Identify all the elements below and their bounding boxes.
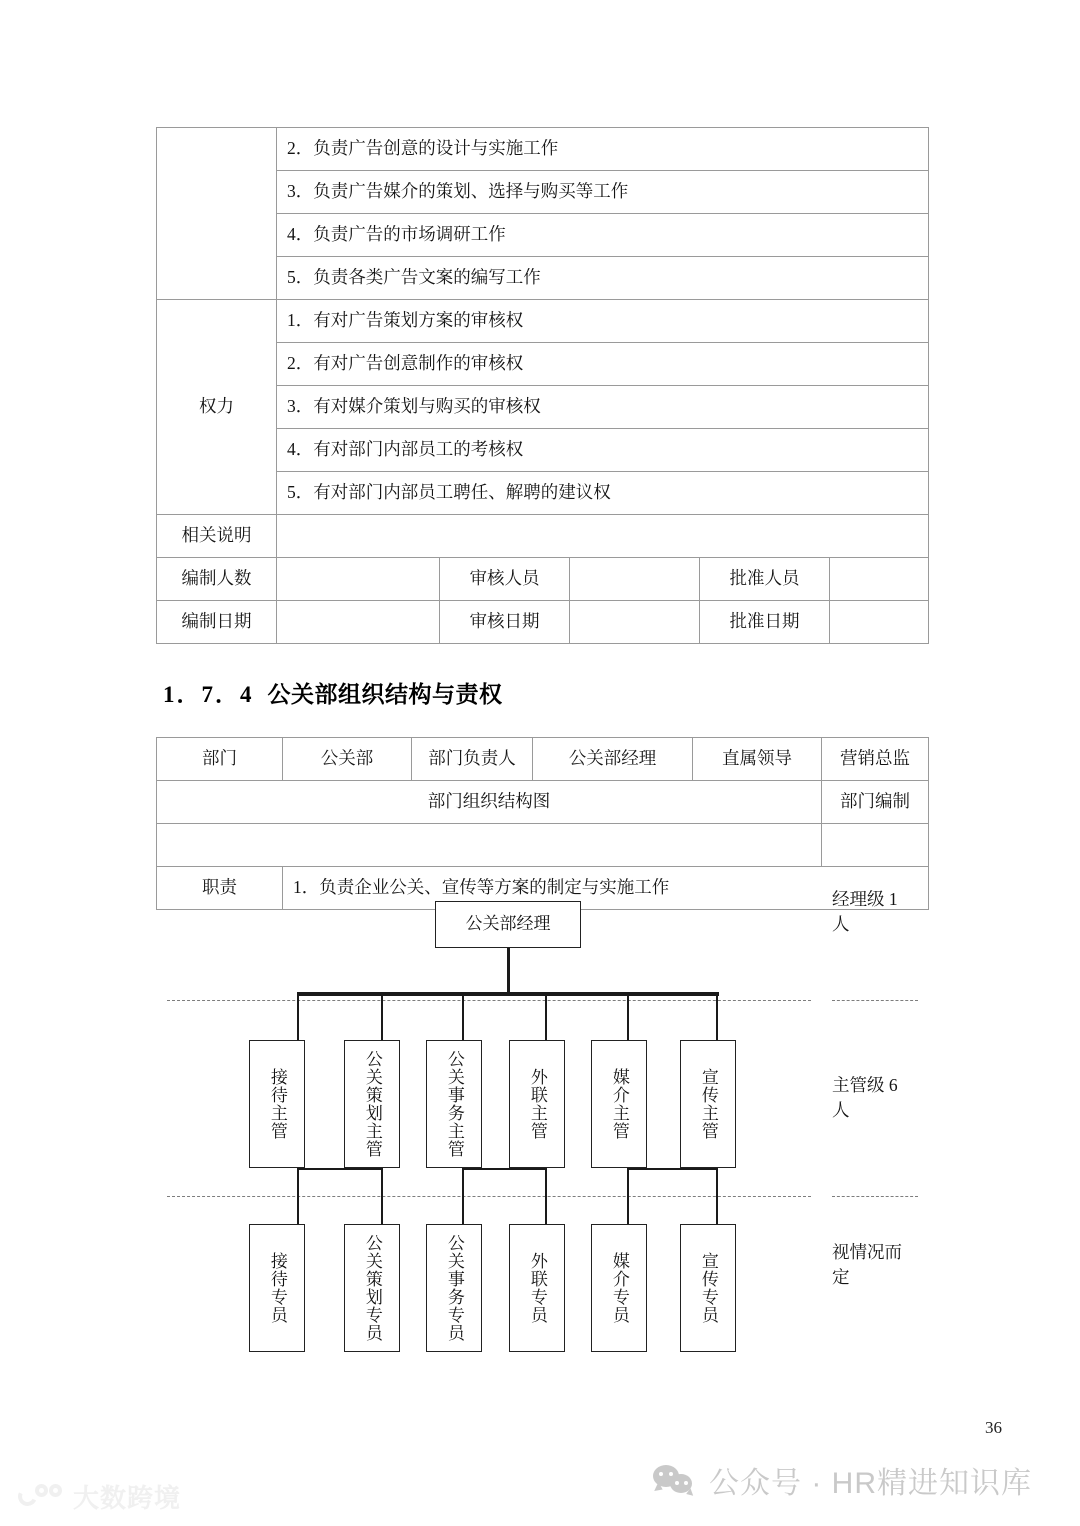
approve-date-label: 批准日期 — [700, 601, 830, 644]
prepared-date-value — [277, 601, 440, 644]
org-node-supervisor-2: 公关策划主管 — [344, 1040, 400, 1168]
wechat-watermark — [653, 1458, 1032, 1502]
headcount-label: 编制人数 — [157, 558, 277, 601]
table-row — [157, 515, 929, 558]
connector-supervisor-bus — [297, 992, 719, 996]
table-row — [157, 601, 929, 644]
connector-drop-sup-4 — [545, 992, 547, 1044]
org-node-specialist-1: 接待专员 — [249, 1224, 305, 1352]
superior-value: 营销总监 — [822, 738, 929, 781]
authority-item: 2．有对广告创意制作的审核权 — [277, 343, 929, 386]
connector-drop-sup-5 — [627, 992, 629, 1044]
authority-item: 5．有对部门内部员工聘任、解聘的建议权 — [277, 472, 929, 515]
connector-drop-sup-6 — [716, 992, 718, 1044]
org-node-supervisor-1: 接待主管 — [249, 1040, 305, 1168]
connector-drop-spec-2 — [381, 1168, 383, 1226]
approver-value — [830, 558, 929, 601]
duty-item: 5．负责各类广告文案的编写工作 — [277, 257, 929, 300]
connector-manager-stem — [507, 948, 510, 994]
table-row — [157, 558, 929, 601]
authority-label-cell: 权力 — [157, 300, 277, 515]
connector-link-5-6 — [627, 1168, 718, 1170]
headcount-value — [277, 558, 440, 601]
connector-drop-sup-3 — [462, 992, 464, 1044]
table-row — [157, 738, 929, 781]
connector-link-1-2 — [297, 1168, 383, 1170]
dept-value: 公关部 — [283, 738, 412, 781]
review-date-label: 审核日期 — [440, 601, 570, 644]
staffing-title: 部门编制 — [822, 781, 929, 824]
table-row — [157, 824, 929, 867]
connector-drop-spec-6 — [716, 1168, 718, 1226]
org-node-specialist-4: 外联专员 — [509, 1224, 565, 1352]
band-separator-manager-supervisor — [167, 1000, 811, 1001]
duties-authority-table — [156, 127, 929, 644]
duties-label-cell — [157, 128, 277, 300]
section-title: 公关部组织结构与责权 — [267, 681, 503, 707]
org-chart-title: 部门组织结构图 — [157, 781, 822, 824]
table-row — [157, 781, 929, 824]
authority-item: 1．有对广告策划方案的审核权 — [277, 300, 929, 343]
section-number: 1．7．4 — [163, 682, 254, 707]
brand-watermark-text: 大数跨境 — [73, 1483, 182, 1513]
authority-item: 3．有对媒介策划与购买的审核权 — [277, 386, 929, 429]
brand-watermark — [18, 1478, 181, 1515]
authority-item: 4．有对部门内部员工的考核权 — [277, 429, 929, 472]
superior-label: 直属领导 — [693, 738, 822, 781]
review-date-value — [570, 601, 700, 644]
prepared-date-label: 编制日期 — [157, 601, 277, 644]
section-heading — [163, 676, 503, 709]
org-node-supervisor-6: 宣传主管 — [680, 1040, 736, 1168]
org-node-specialist-6: 宣传专员 — [680, 1224, 736, 1352]
connector-drop-sup-2 — [381, 992, 383, 1044]
org-structure-table — [156, 737, 929, 1342]
org-node-supervisor-3: 公关事务主管 — [426, 1040, 482, 1168]
org-node-specialist-5: 媒介专员 — [591, 1224, 647, 1352]
org-node-supervisor-5: 媒介主管 — [591, 1040, 647, 1168]
wechat-watermark-text: 公众号 · HR精进知识库 — [709, 1467, 1032, 1500]
table-row — [157, 300, 929, 343]
staffing-band-supervisor: 主管级 6 人 — [832, 1074, 898, 1120]
reviewer-value — [570, 558, 700, 601]
duty-item: 2．负责广告创意的设计与实施工作 — [277, 128, 929, 171]
staffing-bands — [832, 824, 918, 1287]
org-node-specialist-2: 公关策划专员 — [344, 1224, 400, 1352]
connector-drop-sup-1 — [297, 992, 299, 1044]
notes-value-cell — [277, 515, 929, 558]
notes-label-cell: 相关说明 — [157, 515, 277, 558]
org-node-manager: 公关部经理 — [435, 901, 581, 948]
dept-head-label: 部门负责人 — [412, 738, 533, 781]
org-node-specialist-3: 公关事务专员 — [426, 1224, 482, 1352]
org-duty-item: 1．负责企业公关、宣传等方案的制定与实施工作 — [283, 867, 929, 910]
band-separator-supervisor-specialist — [167, 1196, 811, 1197]
org-node-supervisor-4: 外联主管 — [509, 1040, 565, 1168]
staffing-band-manager: 经理级 1 人 — [832, 888, 898, 934]
dept-head-value: 公关部经理 — [533, 738, 693, 781]
wechat-icon — [653, 1463, 695, 1497]
connector-drop-spec-3 — [462, 1168, 464, 1226]
brand-logo-icon — [18, 1484, 64, 1510]
reviewer-label: 审核人员 — [440, 558, 570, 601]
connector-link-3-4 — [462, 1168, 547, 1170]
staffing-bands-cell — [822, 824, 929, 1287]
duty-item: 4．负责广告的市场调研工作 — [277, 214, 929, 257]
duty-item: 3．负责广告媒介的策划、选择与购买等工作 — [277, 171, 929, 214]
page-number: 36 — [985, 1418, 1002, 1437]
connector-drop-spec-1 — [297, 1168, 299, 1226]
connector-drop-spec-4 — [545, 1168, 547, 1226]
approve-date-value — [830, 601, 929, 644]
dept-label: 部门 — [157, 738, 283, 781]
staffing-band-specialist: 视情况而定 — [832, 1241, 902, 1287]
table-row — [157, 128, 929, 171]
org-duty-label: 职责 — [157, 867, 283, 910]
connector-drop-spec-5 — [627, 1168, 629, 1226]
approver-label: 批准人员 — [700, 558, 830, 601]
